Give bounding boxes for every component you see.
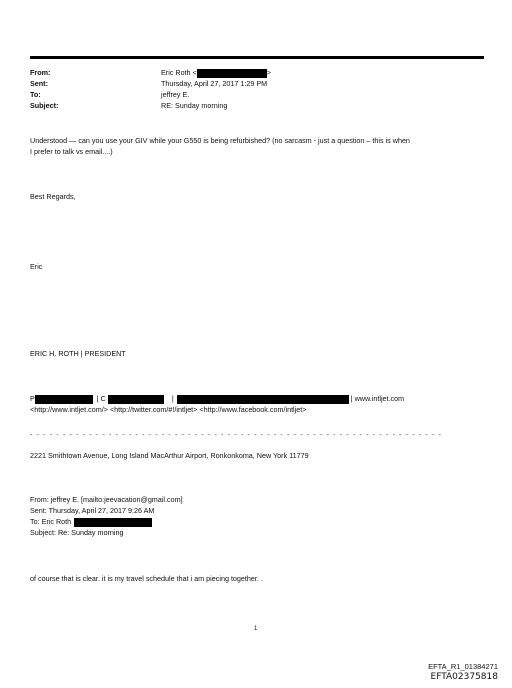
separator: | bbox=[171, 394, 174, 403]
from-close: > bbox=[266, 68, 271, 77]
subject-label: Subject: bbox=[30, 101, 59, 110]
signature-contact-row bbox=[30, 394, 490, 405]
redaction-box bbox=[35, 395, 93, 404]
quoted-message: of course that is clear. it is my travel schedule that i am piecing together. . bbox=[30, 574, 263, 583]
redaction-box bbox=[177, 395, 349, 404]
redaction-box bbox=[197, 69, 267, 78]
bates-number-1: EFTA_R1_01384271 bbox=[428, 662, 498, 671]
sent-label: Sent: bbox=[30, 79, 48, 88]
quoted-sent: Sent: Thursday, April 27, 2017 9:26 AM bbox=[30, 506, 155, 515]
body-line-2: I prefer to talk vs email....) bbox=[30, 147, 113, 156]
subject-value: RE: Sunday morning bbox=[161, 101, 228, 110]
from-label: From: bbox=[30, 68, 51, 77]
signature-links[interactable]: <http://www.intljet.com/> <http://twitter.com/#!/intljet> <http://www.facebook.com/intljet> bbox=[30, 405, 307, 414]
signature-address: 2221 Smithtown Avenue, Long Island MacArthur Airport, Ronkonkoma, New York 11779 bbox=[30, 451, 309, 460]
body-line-1: Understood — can you use your GIV while your G550 is being refurbished? (no sarcasm - just a question – this is when bbox=[30, 136, 410, 145]
body-regards: Best Regards, bbox=[30, 192, 76, 201]
phone-label: P bbox=[30, 394, 35, 403]
body-signoff-name: Eric bbox=[30, 262, 43, 271]
header-rule bbox=[30, 56, 484, 59]
sent-value: Thursday, April 27, 2017 1:29 PM bbox=[161, 79, 268, 88]
quoted-from: From: jeffrey E. [mailto:jeevacation@gmail.com] bbox=[30, 495, 183, 504]
redaction-box bbox=[108, 395, 164, 404]
quoted-to-row bbox=[30, 517, 152, 528]
header-from-row bbox=[30, 68, 480, 79]
cell-label: | C bbox=[96, 394, 106, 403]
quoted-subject: Subject: Re: Sunday morning bbox=[30, 528, 124, 537]
to-label: To: bbox=[30, 90, 41, 99]
signature-title: ERIC H. ROTH | PRESIDENT bbox=[30, 349, 126, 358]
header-subject-row bbox=[30, 101, 480, 112]
header-sent-row bbox=[30, 79, 480, 90]
from-value: Eric Roth < bbox=[161, 68, 197, 77]
header-to-row bbox=[30, 90, 480, 101]
page-number: 1 bbox=[254, 626, 258, 632]
signature-divider: - - - - - - - - - - - - - - - - - - - - - - - - - - - - - - - - - - - - - - - - - - - - - - - - - - - - - - - - - - - - - - - bbox=[30, 430, 443, 439]
bates-number-2: EFTA02375818 bbox=[430, 672, 498, 682]
to-value: jeffrey E. bbox=[161, 90, 190, 99]
website-text[interactable]: | www.intljet.com bbox=[350, 394, 405, 403]
redaction-box bbox=[74, 518, 152, 527]
quoted-to: To: Eric Roth bbox=[30, 517, 72, 526]
